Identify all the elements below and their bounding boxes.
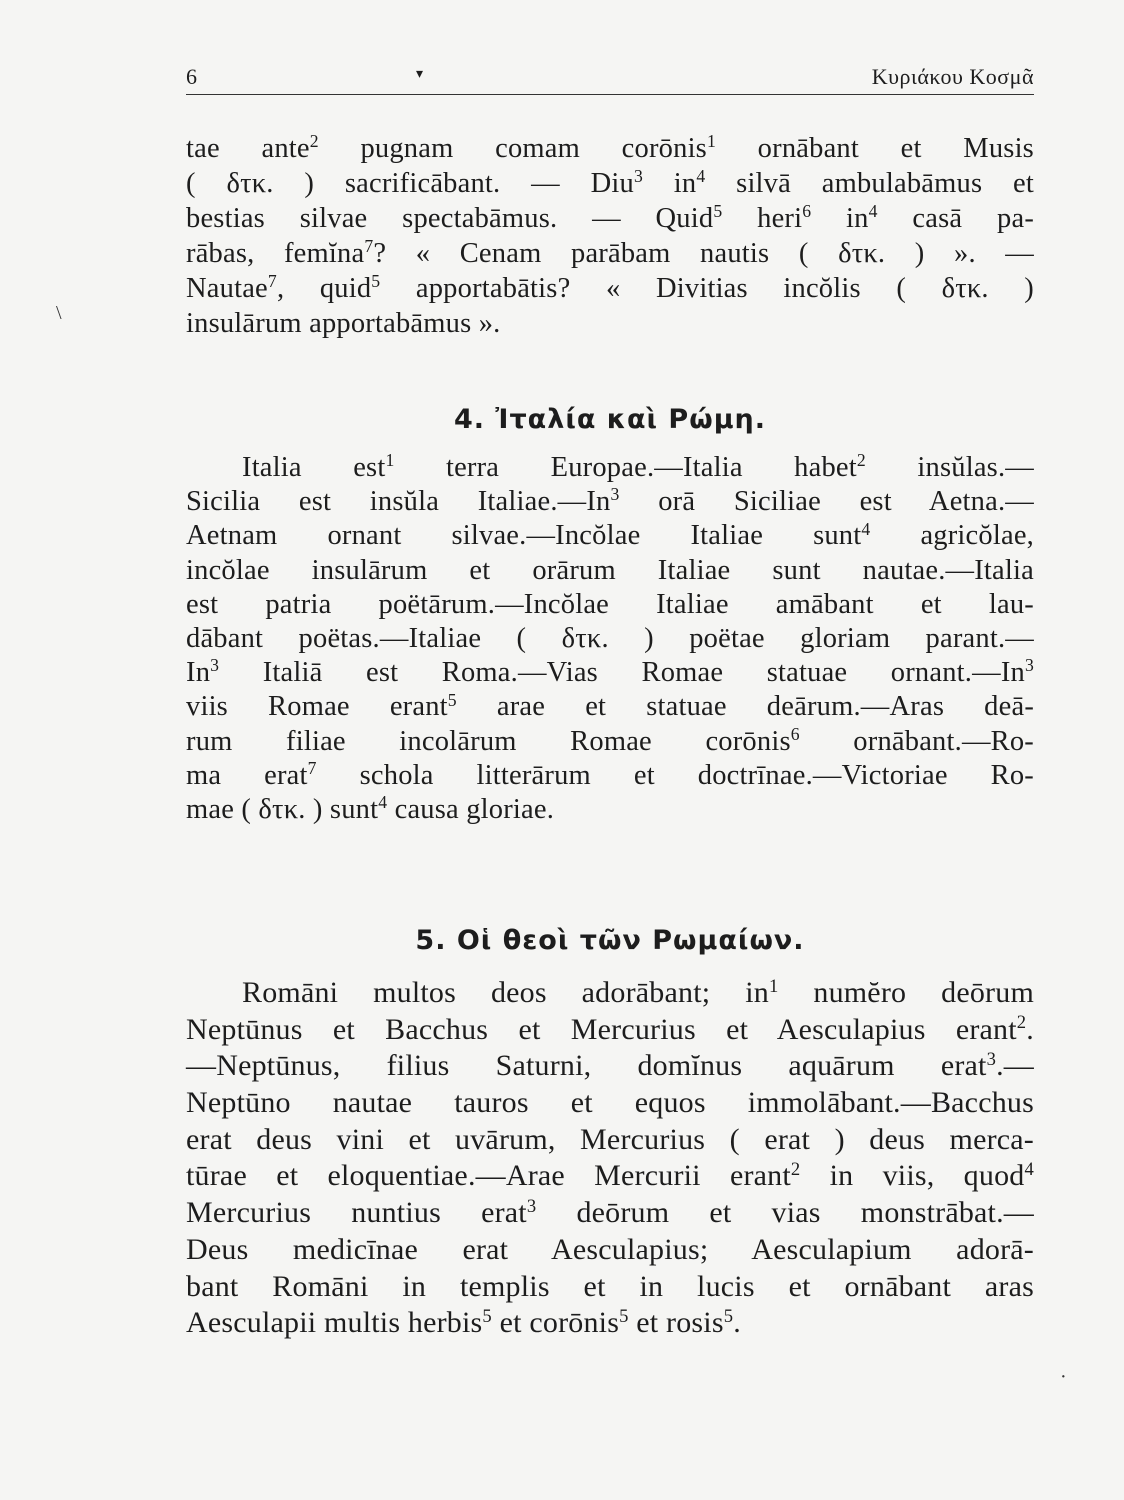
left-margin-mark: \ bbox=[56, 302, 62, 324]
text-line: ma erat$^7$ schola litterārum et doctrīnae.—Victoriae Ro- bbox=[186, 757, 1034, 791]
text-line: Neptūnus et Bacchus et Mercurius et Aesculapius erant$^2$. bbox=[186, 1012, 1034, 1046]
text-line: Neptūno nautae tauros et equos immolābant.—Bacchus bbox=[186, 1086, 1034, 1120]
text-line: Romāni multos deos adorābant; $in^1$ numĕro deōrum bbox=[242, 975, 1034, 1009]
page-number: 6 bbox=[186, 64, 197, 89]
section-4-heading: 4. Ἰταλία καὶ Ρώμη. bbox=[453, 404, 767, 435]
text-line: bant Romāni in templis et in lucis et ornābant aras bbox=[186, 1269, 1034, 1303]
text-line: dābant poëtas.—Italiae ( δτκ. ) poëtae gloriam parant.— bbox=[186, 622, 1034, 654]
text-line: In$^3$ Italiā est Roma.—Vias Romae statuae ornant.—In$^3$ bbox=[186, 655, 1034, 689]
text-line: mae ( δτκ. ) sunt$^4$ causa gloriae. bbox=[186, 792, 555, 825]
text-line: Italia est$^1$ terra Europae.—Italia habet$^2$ insŭlas.— bbox=[242, 450, 1034, 483]
text-line: Aesculapii multis herbis$^5$ et corōnis$^5$ et rosis$^5$. bbox=[186, 1305, 741, 1340]
text-line: Nautae$^7$, quid$^5$ apportabātis? « Divitias incŏlis ( δτκ. ) bbox=[186, 271, 1034, 304]
text-line: tūrae et eloquentiae.—Arae Mercurii erant$^2$ in viis, quod$^4$ bbox=[186, 1159, 1034, 1193]
text-line: Aetnam ornant silvae.—Incŏlae Italiae sunt$^4$ agricŏlae, bbox=[186, 518, 1034, 552]
text-line: erat deus vini et uvārum, Mercurius ( erat ) deus merca- bbox=[186, 1122, 1034, 1156]
text-line: viis Romae erant$^5$ arae et statuae deārum.—Aras deā- bbox=[186, 689, 1035, 723]
right-margin-mark: · bbox=[1060, 1366, 1067, 1388]
section-5-heading: 5. Οἱ θεοὶ τῶν Ρωμαίων. bbox=[415, 925, 805, 956]
text-line: bestias silvae spectabāmus. — Quid$^5$ heri$^6$ $in^4$ casā pa- bbox=[186, 201, 1035, 234]
text-line: incŏlae insulārum et orārum Italiae sunt nautae.—Italia bbox=[186, 554, 1034, 586]
text-line: rum filiae incolārum Romae corōnis$^6$ ornābant.—Ro- bbox=[186, 723, 1034, 757]
section-4-paragraph bbox=[186, 451, 1034, 827]
text-line: Deus medicīnae erat Aesculapius; Aesculapium adorā- bbox=[186, 1232, 1034, 1266]
text-line: rābas, femĭna$^7$? « Cenam parābam nautis ( δτκ. ) ». — bbox=[186, 236, 1035, 269]
text-line: Sicilia est insŭla Italiae.—In$^3$ orā Siciliae est Aetna.— bbox=[186, 484, 1034, 518]
text-line: est patria poëtārum.—Incŏlae Italiae amābant et lau- bbox=[186, 588, 1034, 620]
header-ornament: ▾ bbox=[416, 67, 424, 82]
continuation-paragraph bbox=[186, 131, 1034, 341]
running-title: Κυριάκου Κοσμᾶ bbox=[871, 64, 1034, 89]
text-line: insulārum apportabāmus ». bbox=[186, 308, 501, 339]
text-line: ( δτκ. ) sacrificābant. — Diu$^3$ $in^4$ silvā ambulabāmus et bbox=[186, 166, 1034, 199]
text-line: tae ante$^2$ pugnam comam corōnis$^1$ ornābant et Musis bbox=[186, 131, 1034, 164]
page-header bbox=[186, 60, 1034, 95]
text-line: —Neptūnus, filius Saturni, domĭnus aquārum erat$^3$.— bbox=[186, 1049, 1034, 1083]
section-5-paragraph bbox=[186, 975, 1034, 1342]
text-line: Mercurius nuntius erat$^3$ deōrum et vias monstrābat.— bbox=[186, 1195, 1034, 1230]
